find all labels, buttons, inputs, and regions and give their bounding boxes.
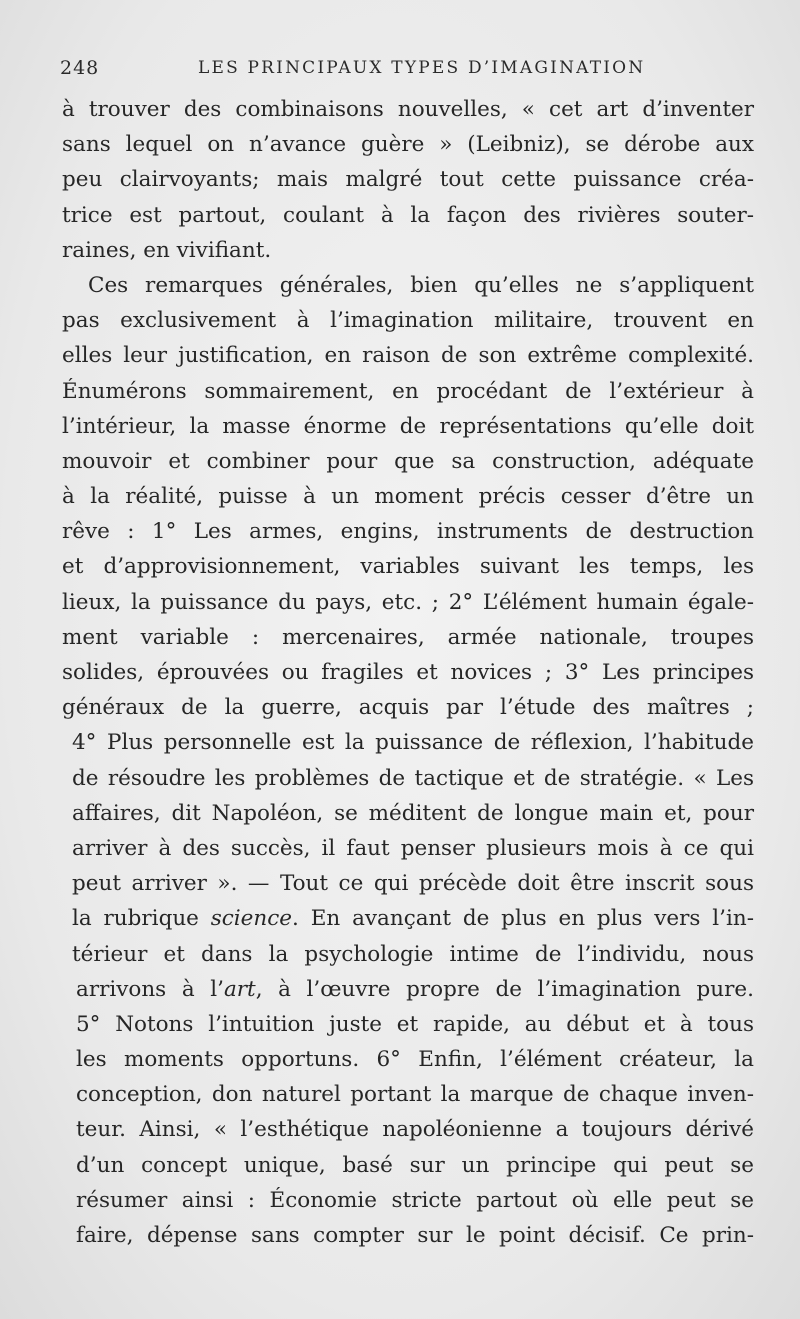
text-line-science [62,901,754,936]
text-segment: la rubrique [72,906,211,932]
text-line: résumer ainsi : Économie stricte partout où elle peut se [76,1187,754,1213]
text-line: térieur et dans la psychologie intime de l’individu, nous [72,941,754,967]
text-line: rêve : 1° Les armes, engins, instruments de destruction [62,519,754,545]
text-line: 4° Plus personnelle est la puissance de réflexion, l’habitude [72,730,754,756]
text-line: sans lequel on n’avance guère » (Leibniz), se dérobe aux [62,132,754,158]
running-head: LES PRINCIPAUX TYPES D’IMAGINATION [198,58,646,78]
text-line: les moments opportuns. 6° Enfin, l’élément créateur, la [76,1047,754,1073]
text-line: et d’approvisionnement, variables suivant les temps, les [62,554,754,580]
text-segment: arrivons à l’ [76,976,224,1002]
text-line: l’intérieur, la masse énorme de représentations qu’elle doit [62,413,754,439]
body-text [62,92,754,1253]
text-line: mouvoir et combiner pour que sa construction, adéquate [62,448,754,474]
page-header [60,57,720,87]
text-line: pas exclusivement à l’imagination militaire, trouvent en [62,308,754,334]
text-line: Énumérons sommairement, en procédant de l’extérieur à [62,378,754,404]
text-line-art [62,972,754,1007]
text-line: à la réalité, puisse à un moment précis cesser d’être un [62,484,754,510]
page-number: 248 [60,57,100,79]
italic-word-art: art [223,976,256,1002]
italic-word-science: science [210,906,293,932]
text-line: à trouver des combinaisons nouvelles, « cet art d’inventer [62,97,754,122]
text-line: elles leur justification, en raison de son extrême complexité. [62,343,754,369]
text-line: d’un concept unique, basé sur un principe qui peut se [76,1152,754,1178]
text-line: ment variable : mercenaires, armée nationale, troupes [62,624,754,650]
text-segment: . En avançant de plus en plus vers l’in- [292,906,754,932]
text-line: raines, en vivifiant. [62,237,272,263]
text-line: faire, dépense sans compter sur le point décisif. Ce prin- [76,1223,754,1248]
text-line: teur. Ainsi, « l’esthétique napoléonienne a toujours dérivé [76,1117,754,1143]
text-line: 5° Notons l’intuition juste et rapide, au début et à tous [76,1011,754,1037]
text-line: arriver à des succès, il faut penser plusieurs mois à ce qui [72,835,754,861]
text-line: de résoudre les problèmes de tactique et de stratégie. « Les [72,765,754,791]
paragraph-start-line: Ces remarques générales, bien qu’elles ne s’appliquent [88,272,754,298]
text-line: peut arriver ». — Tout ce qui précède doit être inscrit sous [72,871,754,897]
text-line: peu clairvoyants; mais malgré tout cette puissance créa- [62,167,754,193]
text-line: affaires, dit Napoléon, se méditent de longue main et, pour [72,800,754,826]
text-segment: , à l’œuvre propre de l’imagination pure. [255,976,754,1002]
text-line: lieux, la puissance du pays, etc. ; 2° L’élément humain égale- [62,589,754,615]
text-line: conception, don naturel portant la marque de chaque inven- [76,1082,754,1108]
text-line: trice est partout, coulant à la façon des rivières souter- [62,202,754,228]
text-line: généraux de la guerre, acquis par l’étude des maîtres ; [62,695,754,721]
text-line: solides, éprouvées ou fragiles et novices ; 3° Les principes [62,660,754,685]
